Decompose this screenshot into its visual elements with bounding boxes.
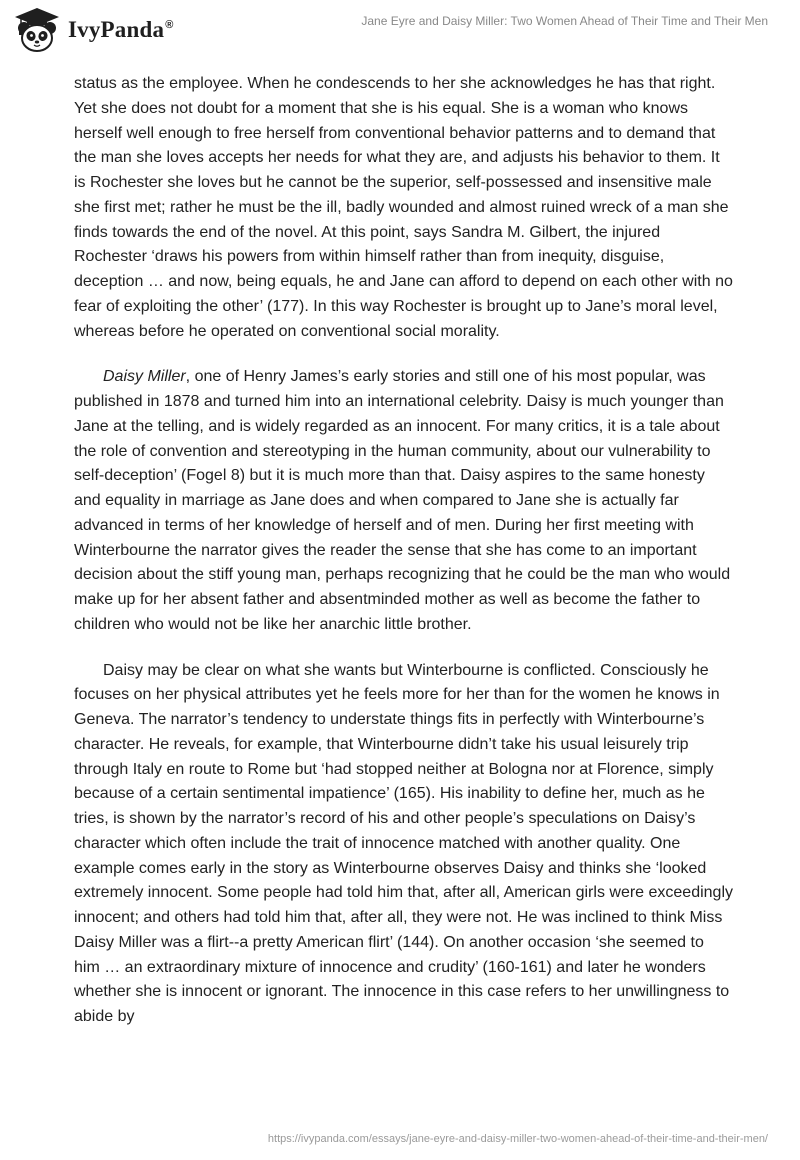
book-title-daisy-miller: Daisy Miller [103, 368, 186, 386]
paragraph-1: status as the employee. When he condescends to her she acknowledges he has that right. Yet she does not doubt for a moment that she is his equal. She is a woman who knows herself well enough to free herself from conventional behavior patterns and to demand that the man she loves accepts her needs for what they are, and adjusts his behavior to them. It is Rochester she loves but he cannot be the superior, self-possessed and insensitive male she first met; rather he must be the ill, badly wounded and almost ruined wreck of a man she finds towards the end of the novel. At this point, says Sandra M. Gilbert, the injured Rochester ‘draws his powers from within himself rather than from inequity, disguise, deception … and now, being equals, he and Jane can afford to depend on each other with no fear of exploiting the other’ (177). In this way Rochester is brought up to Jane’s moral level, whereas before he operated on conventional social morality. [74, 75, 733, 340]
ivypanda-logo[interactable] [12, 6, 174, 54]
registered-mark: ® [165, 19, 174, 32]
paragraph-2-text: , one of Henry James’s early stories and still one of his most popular, was published in 1878 and turned him into an international celebrity. Daisy is much younger than Jane at the telling, and is widely regarded as an innocent. For many critics, it is a tale about the role of convention and stereotyping in the human community, about our vulnerability to self-deception’ (Fogel 8) but it is much more than that. Daisy aspires to the same honesty and equality in marriage as Jane does and when compared to Jane she is actually far advanced in terms of her knowledge of herself and of men. During her first meeting with Winterbourne the narrator gives the reader the sense that she has come to an important decision about the stiff young man, perhaps recognizing that he could be the man who would make up for her absent father and absentminded mother as well as become the father to children who would not be like her anarchic little brother. [74, 368, 731, 633]
paragraph-2 [74, 365, 734, 637]
essay-body [74, 72, 734, 1051]
logo-name: IvyPanda [68, 17, 165, 42]
logo-wordmark [68, 17, 174, 43]
panda-graduate-icon [12, 6, 62, 54]
document-title: Jane Eyre and Daisy Miller: Two Women Ahead of Their Time and Their Men [361, 14, 768, 28]
source-url[interactable]: https://ivypanda.com/essays/jane-eyre-and-daisy-miller-two-women-ahead-of-their-time-and-their-men/ [267, 1133, 768, 1145]
page-header [0, 0, 800, 60]
paragraph-3: Daisy may be clear on what she wants but Winterbourne is conflicted. Consciously he focuses on her physical attributes yet he feels more for her than for the women he knows in Geneva. The narrator’s tendency to understate things fits in perfectly with Winterbourne’s character. He reveals, for example, that Winterbourne didn’t take his usual leisurely trip through Italy en route to Rome but ‘had stopped neither at Bologna nor at Florence, simply because of a certain sentimental impatience’ (165). His inability to define her, much as he tries, is shown by the narrator’s record of his and other people’s speculations on Daisy’s character which often include the trait of innocence matched with another quality. One example comes early in the story as Winterbourne observes Daisy and thinks she ‘looked extremely innocent. Some people had told him that, after all, American girls were exceedingly innocent; and others had told him that, after all, they were not. He was inclined to think Miss Daisy Miller was a flirt--a pretty American flirt’ (144). On another occasion ‘she seemed to him … an extraordinary mixture of innocence and crudity’ (160-161) and later he wonders whether she is innocent or ignorant. The innocence in this case refers to her unwillingness to abide by [74, 661, 734, 1025]
